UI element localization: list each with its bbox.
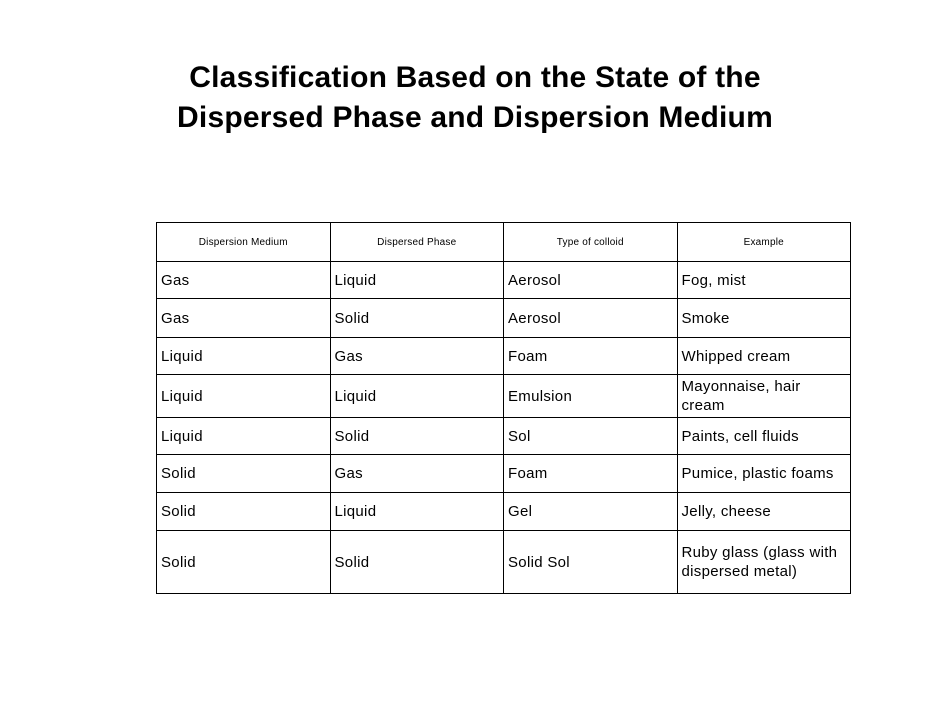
cell-example: Pumice, plastic foams	[677, 455, 851, 493]
cell-type-of-colloid: Solid Sol	[504, 531, 678, 594]
cell-type-of-colloid: Aerosol	[504, 262, 678, 299]
table-row	[157, 338, 851, 375]
cell-example: Jelly, cheese	[677, 493, 851, 531]
table-row	[157, 375, 851, 418]
cell-type-of-colloid: Foam	[504, 338, 678, 375]
cell-dispersed-phase: Solid	[330, 299, 504, 338]
cell-example: Fog, mist	[677, 262, 851, 299]
cell-dispersed-phase: Liquid	[330, 493, 504, 531]
table-row	[157, 299, 851, 338]
cell-dispersed-phase: Gas	[330, 455, 504, 493]
colloid-classification-table	[156, 222, 851, 594]
slide-title	[130, 58, 820, 138]
cell-example: Paints, cell fluids	[677, 418, 851, 455]
cell-example: Ruby glass (glass with dispersed metal)	[677, 531, 851, 594]
cell-dispersion-medium: Solid	[157, 455, 331, 493]
cell-dispersion-medium: Solid	[157, 531, 331, 594]
cell-dispersion-medium: Liquid	[157, 375, 331, 418]
cell-example: Mayonnaise, hair cream	[677, 375, 851, 418]
table-row	[157, 455, 851, 493]
slide-title-line-1: Classification Based on the State of the	[189, 61, 761, 94]
cell-example: Whipped cream	[677, 338, 851, 375]
table-header-row	[157, 223, 851, 262]
cell-dispersed-phase: Solid	[330, 531, 504, 594]
header-type-of-colloid: Type of colloid	[504, 223, 678, 262]
table-row	[157, 531, 851, 594]
cell-dispersion-medium: Liquid	[157, 418, 331, 455]
table-row	[157, 493, 851, 531]
header-dispersed-phase: Dispersed Phase	[330, 223, 504, 262]
cell-dispersion-medium: Gas	[157, 262, 331, 299]
table-row	[157, 418, 851, 455]
cell-dispersed-phase: Solid	[330, 418, 504, 455]
cell-type-of-colloid: Sol	[504, 418, 678, 455]
header-example: Example	[677, 223, 851, 262]
cell-dispersed-phase: Liquid	[330, 262, 504, 299]
header-dispersion-medium: Dispersion Medium	[157, 223, 331, 262]
cell-type-of-colloid: Aerosol	[504, 299, 678, 338]
cell-example: Smoke	[677, 299, 851, 338]
cell-dispersed-phase: Liquid	[330, 375, 504, 418]
slide-title-line-2: Dispersed Phase and Dispersion Medium	[177, 101, 773, 134]
cell-type-of-colloid: Gel	[504, 493, 678, 531]
cell-dispersion-medium: Gas	[157, 299, 331, 338]
table-row	[157, 262, 851, 299]
cell-type-of-colloid: Foam	[504, 455, 678, 493]
cell-dispersion-medium: Liquid	[157, 338, 331, 375]
cell-type-of-colloid: Emulsion	[504, 375, 678, 418]
cell-dispersed-phase: Gas	[330, 338, 504, 375]
cell-dispersion-medium: Solid	[157, 493, 331, 531]
